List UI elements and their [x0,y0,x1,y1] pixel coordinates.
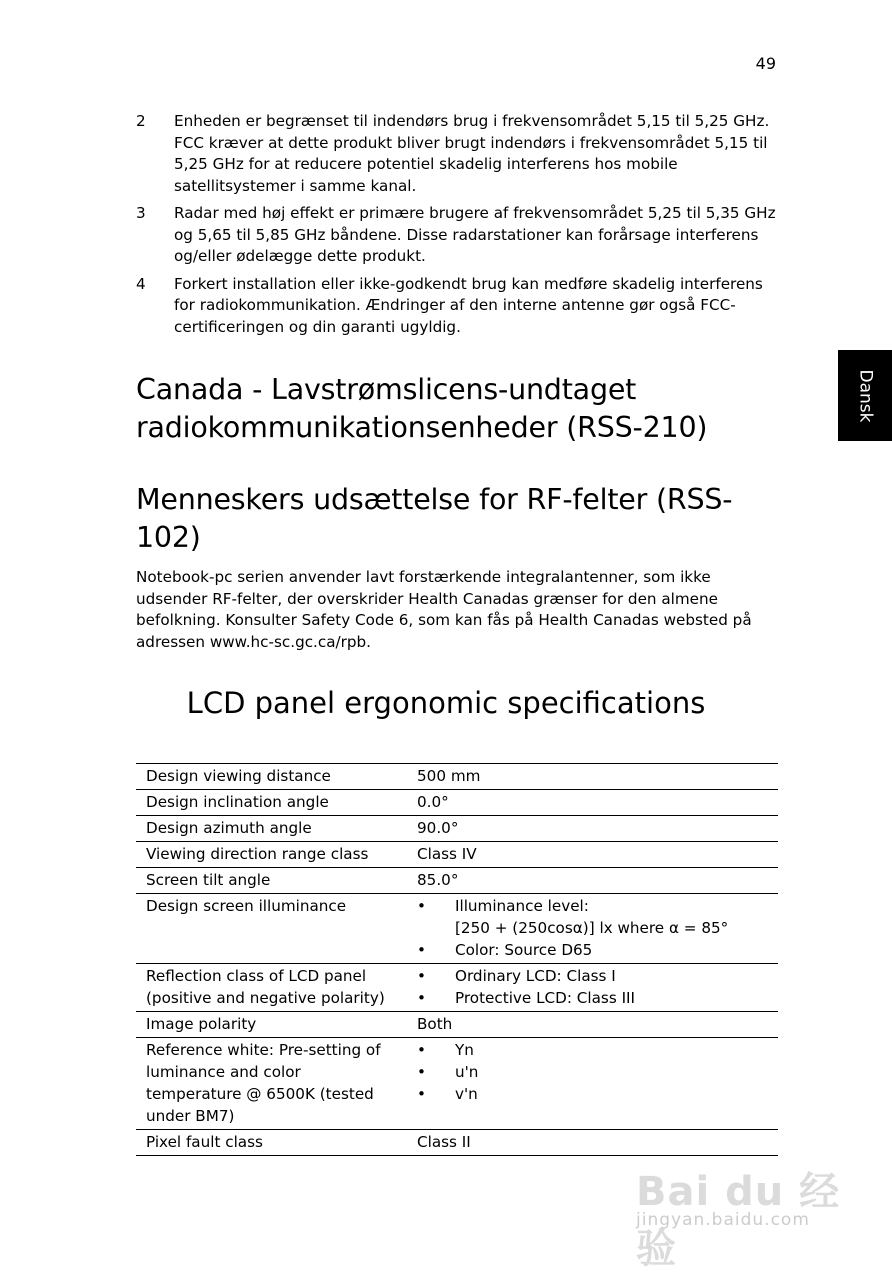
footnote-text: Enheden er begrænset til indendørs brug i frekvensområdet 5,15 til 5,25 GHz. FCC kræver at dette produkt bliver brugt indendørs i frekvensområdet 5,15 til 5,25 GHz for at reducere potentiel skadelig interferens hos mobile satellitsystemer i samme kanal. [174,112,770,195]
lcd-spec-table [136,763,778,1156]
baidu-watermark [636,1160,846,1272]
spec-label: Design screen illuminance [136,894,407,964]
footnote-number: 2 [136,112,146,130]
table-row [136,964,778,1012]
watermark-logo: Bai du 经验 [636,1169,841,1272]
table-row [136,764,778,790]
spec-label: Screen tilt angle [136,868,407,894]
watermark-url: jingyan.baidu.com [636,1210,810,1230]
bullet-icon: • [417,897,426,915]
bullet-icon: • [417,1041,426,1059]
spec-label: Reference white: Pre-setting of luminance and color temperature @ 6500K (tested under BM7) [136,1038,407,1130]
bullet-text: Yn [455,1041,474,1059]
bullet-text: u'n [455,1063,479,1081]
spec-label: Design azimuth angle [136,816,407,842]
spec-label: Design inclination angle [136,790,407,816]
table-row [136,1130,778,1156]
bullet-list [417,965,768,1009]
bullet-item [417,939,768,961]
spec-label: Design viewing distance [136,764,407,790]
bullet-list [417,1039,768,1105]
spec-value [407,964,778,1012]
page-number: 49 [755,54,776,73]
table-row [136,894,778,964]
bullet-icon: • [417,941,426,959]
bullet-item [417,1083,768,1105]
lcd-specs-heading: LCD panel ergonomic specifications [186,686,706,720]
spec-label: Viewing direction range class [136,842,407,868]
spec-value: 85.0° [407,868,778,894]
bullet-text: Illuminance level: [455,897,589,915]
footnote-text: Forkert installation eller ikke-godkendt brug kan medføre skadelig interferens for radiokommunikation. Ændringer af den interne antenne gør også FCC-certificeringen og din garanti ugyldig. [174,274,763,336]
footnote-item [136,274,776,339]
spec-value: 0.0° [407,790,778,816]
bullet-icon: • [417,1085,426,1103]
table-row [136,1012,778,1038]
bullet-content [455,895,728,939]
spec-value [407,1038,778,1130]
bullet-item [417,1039,768,1061]
spec-label: Reflection class of LCD panel (positive and negative polarity) [136,964,407,1012]
spec-value: Class II [407,1130,778,1156]
language-side-tab [838,350,892,441]
footnote-number: 3 [136,204,146,222]
footnote-item [136,111,776,197]
table-row [136,868,778,894]
bullet-item [417,1061,768,1083]
bullet-icon: • [417,967,426,985]
footnote-text: Radar med høj effekt er primære brugere af frekvensområdet 5,25 til 5,35 GHz og 5,65 til 5,85 GHz båndene. Disse radarstationer kan forårsage interferens og/eller ødelægge dette produkt. [174,204,776,265]
rf-exposure-paragraph: Notebook-pc serien anvender lavt forstærkende integralantenner, som ikke udsender RF-felter, der overskrider Health Canadas grænser for den almene befolkning. Konsulter Safety Code 6, som kan fås på Health Canadas websted på adressen www.hc-sc.gc.ca/rpb. [136,568,752,652]
footnote-number: 4 [136,274,146,293]
side-tab-label: Dansk [854,369,875,422]
bullet-item [417,895,768,939]
bullet-icon: • [417,1063,426,1081]
table-row [136,790,778,816]
canada-heading: Canada - Lavstrømslicens-undtaget radiokommunikationsenheder (RSS-210) [136,373,708,444]
spec-label: Pixel fault class [136,1130,407,1156]
spec-label: Image polarity [136,1012,407,1038]
table-row [136,1038,778,1130]
bullet-text: Color: Source D65 [455,941,593,959]
bullet-text: v'n [455,1085,478,1103]
bullet-subtext: [250 + (250cosα)] lx where α = 85° [455,919,729,937]
spec-value: 90.0° [407,816,778,842]
spec-value [407,894,778,964]
bullet-list [417,895,768,961]
spec-value: Both [407,1012,778,1038]
bullet-item [417,987,768,1009]
rf-exposure-heading: Menneskers udsættelse for RF-felter (RSS-102) [136,483,733,554]
spec-value: Class IV [407,842,778,868]
spec-value: 500 mm [407,764,778,790]
footnote-item [136,203,776,268]
bullet-text: Protective LCD: Class III [455,989,636,1007]
bullet-icon: • [417,989,426,1007]
table-row [136,842,778,868]
bullet-text: Ordinary LCD: Class I [455,967,616,985]
footnote-list [136,111,776,344]
table-row [136,816,778,842]
bullet-item [417,965,768,987]
